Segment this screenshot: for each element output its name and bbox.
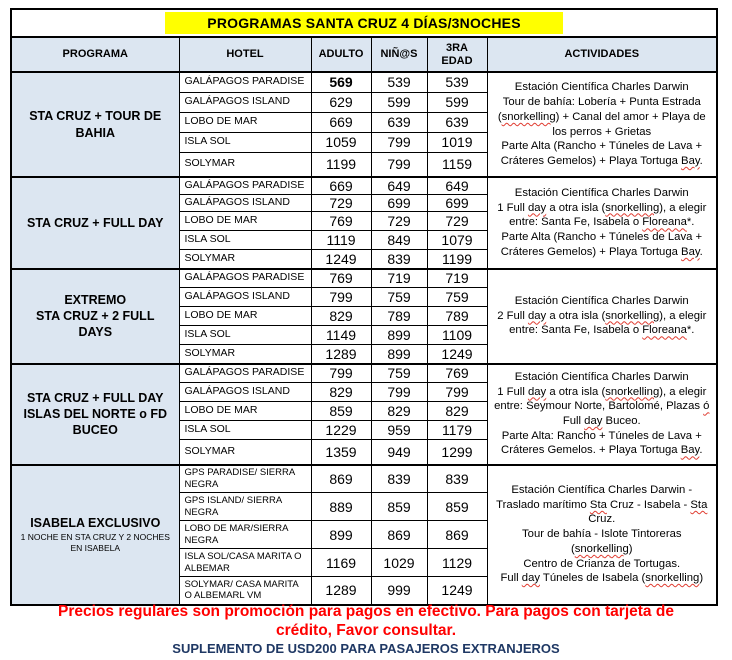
child-price-cell: 729 [371, 212, 427, 231]
adult-price-cell: 859 [311, 402, 371, 421]
hotel-cell: SOLYMAR/ CASA MARITA O ALBEMARL VM [179, 577, 311, 605]
child-price-cell: 999 [371, 577, 427, 605]
activity-line: Tour de bahía - Islote Tintoreras (snorkelling) [522, 528, 682, 555]
adult-price-cell: 669 [311, 177, 371, 195]
hotel-cell: GALÁPAGOS ISLAND [179, 288, 311, 307]
program-name: STA CRUZ + FULL DAY ISLAS DEL NORTE o FD BUCEO [23, 390, 168, 438]
table-row [11, 177, 717, 195]
activity-line: Parte Alta (Rancho + Túneles de Lava + Cráteres Gemelos) + Playa Tortuga Bay. [500, 231, 703, 258]
hotel-cell: GALÁPAGOS PARADISE [179, 177, 311, 195]
adult-price-cell: 899 [311, 521, 371, 549]
senior-price-cell: 1129 [427, 549, 487, 577]
senior-price-cell: 1249 [427, 577, 487, 605]
hotel-cell: SOLYMAR [179, 250, 311, 269]
program-name: ISABELA EXCLUSIVO [30, 515, 161, 530]
column-header-hotel: HOTEL [179, 37, 311, 72]
table-row [11, 72, 717, 92]
activity-line: Centro de Crianza de Tortugas. [523, 557, 681, 570]
hotel-cell: GALÁPAGOS PARADISE [179, 364, 311, 383]
senior-price-cell: 799 [427, 383, 487, 402]
adult-price-cell: 1289 [311, 345, 371, 364]
program-cell [11, 72, 179, 177]
senior-price-cell: 699 [427, 195, 487, 212]
senior-price-cell: 729 [427, 212, 487, 231]
adult-price-cell: 829 [311, 383, 371, 402]
child-price-cell: 829 [371, 402, 427, 421]
child-price-cell: 949 [371, 440, 427, 465]
senior-price-cell: 1079 [427, 231, 487, 250]
senior-price-cell: 1019 [427, 132, 487, 152]
adult-price-cell: 769 [311, 212, 371, 231]
hotel-cell: SOLYMAR [179, 345, 311, 364]
hotel-cell: GALÁPAGOS PARADISE [179, 269, 311, 288]
hotel-cell: ISLA SOL/CASA MARITA O ALBEMAR [179, 549, 311, 577]
activities-cell [487, 177, 717, 269]
adult-price-cell: 1359 [311, 440, 371, 465]
adult-price-cell: 799 [311, 288, 371, 307]
senior-price-cell: 649 [427, 177, 487, 195]
hotel-cell: LOBO DE MAR [179, 307, 311, 326]
program-block [11, 364, 717, 465]
program-cell [11, 364, 179, 465]
senior-price-cell: 639 [427, 112, 487, 132]
adult-price-cell: 799 [311, 364, 371, 383]
senior-price-cell: 1249 [427, 345, 487, 364]
child-price-cell: 959 [371, 421, 427, 440]
hotel-cell: GALÁPAGOS ISLAND [179, 383, 311, 402]
activity-line: Parte Alta (Rancho + Túneles de Lava + Cráteres Gemelos) + Playa Tortuga Bay. [500, 140, 703, 167]
program-name: EXTREMO [64, 292, 127, 307]
senior-price-cell: 839 [427, 465, 487, 493]
senior-price-cell: 1109 [427, 326, 487, 345]
senior-price-cell: 869 [427, 521, 487, 549]
program-block [11, 72, 717, 177]
senior-price-cell: 1159 [427, 152, 487, 177]
child-price-cell: 639 [371, 112, 427, 132]
child-price-cell: 759 [371, 364, 427, 383]
adult-price-cell: 829 [311, 307, 371, 326]
adult-price-cell: 629 [311, 92, 371, 112]
title-cell [11, 9, 717, 37]
activity-line: Estación Científica Charles Darwin [514, 294, 689, 307]
activities-cell [487, 72, 717, 177]
table-row [11, 465, 717, 493]
price-table [10, 8, 718, 606]
hotel-cell: GALÁPAGOS ISLAND [179, 92, 311, 112]
child-price-cell: 799 [371, 132, 427, 152]
child-price-cell: 649 [371, 177, 427, 195]
activity-line: 1 Full day a otra isla (snorkelling), a elegir entre: Seymour Norte, Bartolomé, Plazas ó Full day Buceo. [494, 385, 710, 427]
program-subtitle: 1 NOCHE EN STA CRUZ Y 2 NOCHES EN ISABELA [20, 532, 170, 554]
program-cell [11, 177, 179, 269]
activity-line: Full day Túneles de Isabela (snorkelling) [500, 572, 704, 585]
adult-price-cell: 1059 [311, 132, 371, 152]
promo-note: Precios regulares son promoción para pagos en efectivo. Para pagos con tarjeta de crédito, Favor consultar. [58, 603, 674, 640]
adult-price-cell: 1169 [311, 549, 371, 577]
child-price-cell: 839 [371, 250, 427, 269]
hotel-cell: SOLYMAR [179, 152, 311, 177]
program-block [11, 465, 717, 605]
senior-price-cell: 1299 [427, 440, 487, 465]
senior-price-cell: 539 [427, 72, 487, 92]
child-price-cell: 869 [371, 521, 427, 549]
adult-price-cell: 1289 [311, 577, 371, 605]
column-header-actividades: ACTIVIDADES [487, 37, 717, 72]
activities-cell [487, 364, 717, 465]
senior-price-cell: 829 [427, 402, 487, 421]
senior-price-cell: 859 [427, 493, 487, 521]
program-name: STA CRUZ + FULL DAY [27, 215, 164, 230]
hotel-cell: GPS PARADISE/ SIERRA NEGRA [179, 465, 311, 493]
title-row [11, 9, 717, 37]
senior-price-cell: 599 [427, 92, 487, 112]
adult-price-cell: 729 [311, 195, 371, 212]
program-cell [11, 465, 179, 605]
senior-price-cell: 1179 [427, 421, 487, 440]
senior-price-cell: 769 [427, 364, 487, 383]
hotel-cell: ISLA SOL [179, 421, 311, 440]
child-price-cell: 899 [371, 345, 427, 364]
column-header-ninos: NIÑ@S [371, 37, 427, 72]
table-row [11, 364, 717, 383]
program-name-line2: STA CRUZ + 2 FULL DAYS [36, 308, 155, 340]
activity-line: 1 Full day a otra isla (snorkelling), a elegir entre: Santa Fe, Isabela o Floreana*. [497, 201, 707, 229]
senior-price-cell: 759 [427, 288, 487, 307]
hotel-cell: GALÁPAGOS ISLAND [179, 195, 311, 212]
hotel-cell: ISLA SOL [179, 326, 311, 345]
column-header-programa: PROGRAMA [11, 37, 179, 72]
hotel-cell: LOBO DE MAR [179, 402, 311, 421]
activities-cell [487, 465, 717, 605]
senior-price-cell: 719 [427, 269, 487, 288]
adult-price-cell: 1119 [311, 231, 371, 250]
hotel-cell: LOBO DE MAR [179, 112, 311, 132]
child-price-cell: 1029 [371, 549, 427, 577]
adult-price-cell: 569 [311, 72, 371, 92]
header-row [11, 37, 717, 72]
hotel-cell: ISLA SOL [179, 231, 311, 250]
program-block [11, 177, 717, 269]
child-price-cell: 839 [371, 465, 427, 493]
activity-line: Estación Científica Charles Darwin [514, 370, 689, 383]
child-price-cell: 759 [371, 288, 427, 307]
child-price-cell: 799 [371, 383, 427, 402]
hotel-cell: SOLYMAR [179, 440, 311, 465]
activity-line: 2 Full day a otra isla (snorkelling), a elegir entre: Santa Fe, Isabela o Floreana*. [497, 309, 707, 337]
column-header-adulto: ADULTO [311, 37, 371, 72]
adult-price-cell: 1199 [311, 152, 371, 177]
program-name: STA CRUZ + TOUR DE BAHIA [29, 109, 162, 140]
child-price-cell: 799 [371, 152, 427, 177]
adult-price-cell: 1249 [311, 250, 371, 269]
child-price-cell: 719 [371, 269, 427, 288]
child-price-cell: 599 [371, 92, 427, 112]
program-cell [11, 269, 179, 364]
child-price-cell: 849 [371, 231, 427, 250]
hotel-cell: GALÁPAGOS PARADISE [179, 72, 311, 92]
child-price-cell: 699 [371, 195, 427, 212]
hotel-cell: ISLA SOL [179, 132, 311, 152]
adult-price-cell: 869 [311, 465, 371, 493]
senior-price-cell: 1199 [427, 250, 487, 269]
adult-price-cell: 769 [311, 269, 371, 288]
column-header-3ra-edad: 3RA EDAD [427, 37, 487, 72]
child-price-cell: 859 [371, 493, 427, 521]
adult-price-cell: 889 [311, 493, 371, 521]
activity-line: Tour de bahía: Lobería + Punta Estrada (snorkelling) + Canal del amor + Playa de los perros + Grietas [497, 96, 706, 138]
activity-line: Estación Científica Charles Darwin [514, 81, 689, 94]
senior-price-cell: 789 [427, 307, 487, 326]
page-title: PROGRAMAS SANTA CRUZ 4 DÍAS/3NOCHES [165, 12, 562, 34]
program-block [11, 269, 717, 364]
child-price-cell: 789 [371, 307, 427, 326]
child-price-cell: 539 [371, 72, 427, 92]
hotel-cell: GPS ISLAND/ SIERRA NEGRA [179, 493, 311, 521]
foreigner-supplement-note: SUPLEMENTO DE USD200 PARA PASAJEROS EXTRANJEROS [172, 641, 560, 656]
adult-price-cell: 1149 [311, 326, 371, 345]
activity-line: Parte Alta: Rancho + Túneles de Lava + Cráteres Gemelos. + Playa Tortuga Bay. [501, 429, 703, 457]
child-price-cell: 899 [371, 326, 427, 345]
activity-line: Estación Científica Charles Darwin [514, 187, 689, 200]
adult-price-cell: 669 [311, 112, 371, 132]
adult-price-cell: 1229 [311, 421, 371, 440]
table-row [11, 269, 717, 288]
hotel-cell: LOBO DE MAR/SIERRA NEGRA [179, 521, 311, 549]
activities-cell [487, 269, 717, 364]
activity-line: Estación Científica Charles Darwin - Traslado marítimo Sta Cruz - Isabela - Sta Cruz. [496, 484, 708, 526]
hotel-cell: LOBO DE MAR [179, 212, 311, 231]
